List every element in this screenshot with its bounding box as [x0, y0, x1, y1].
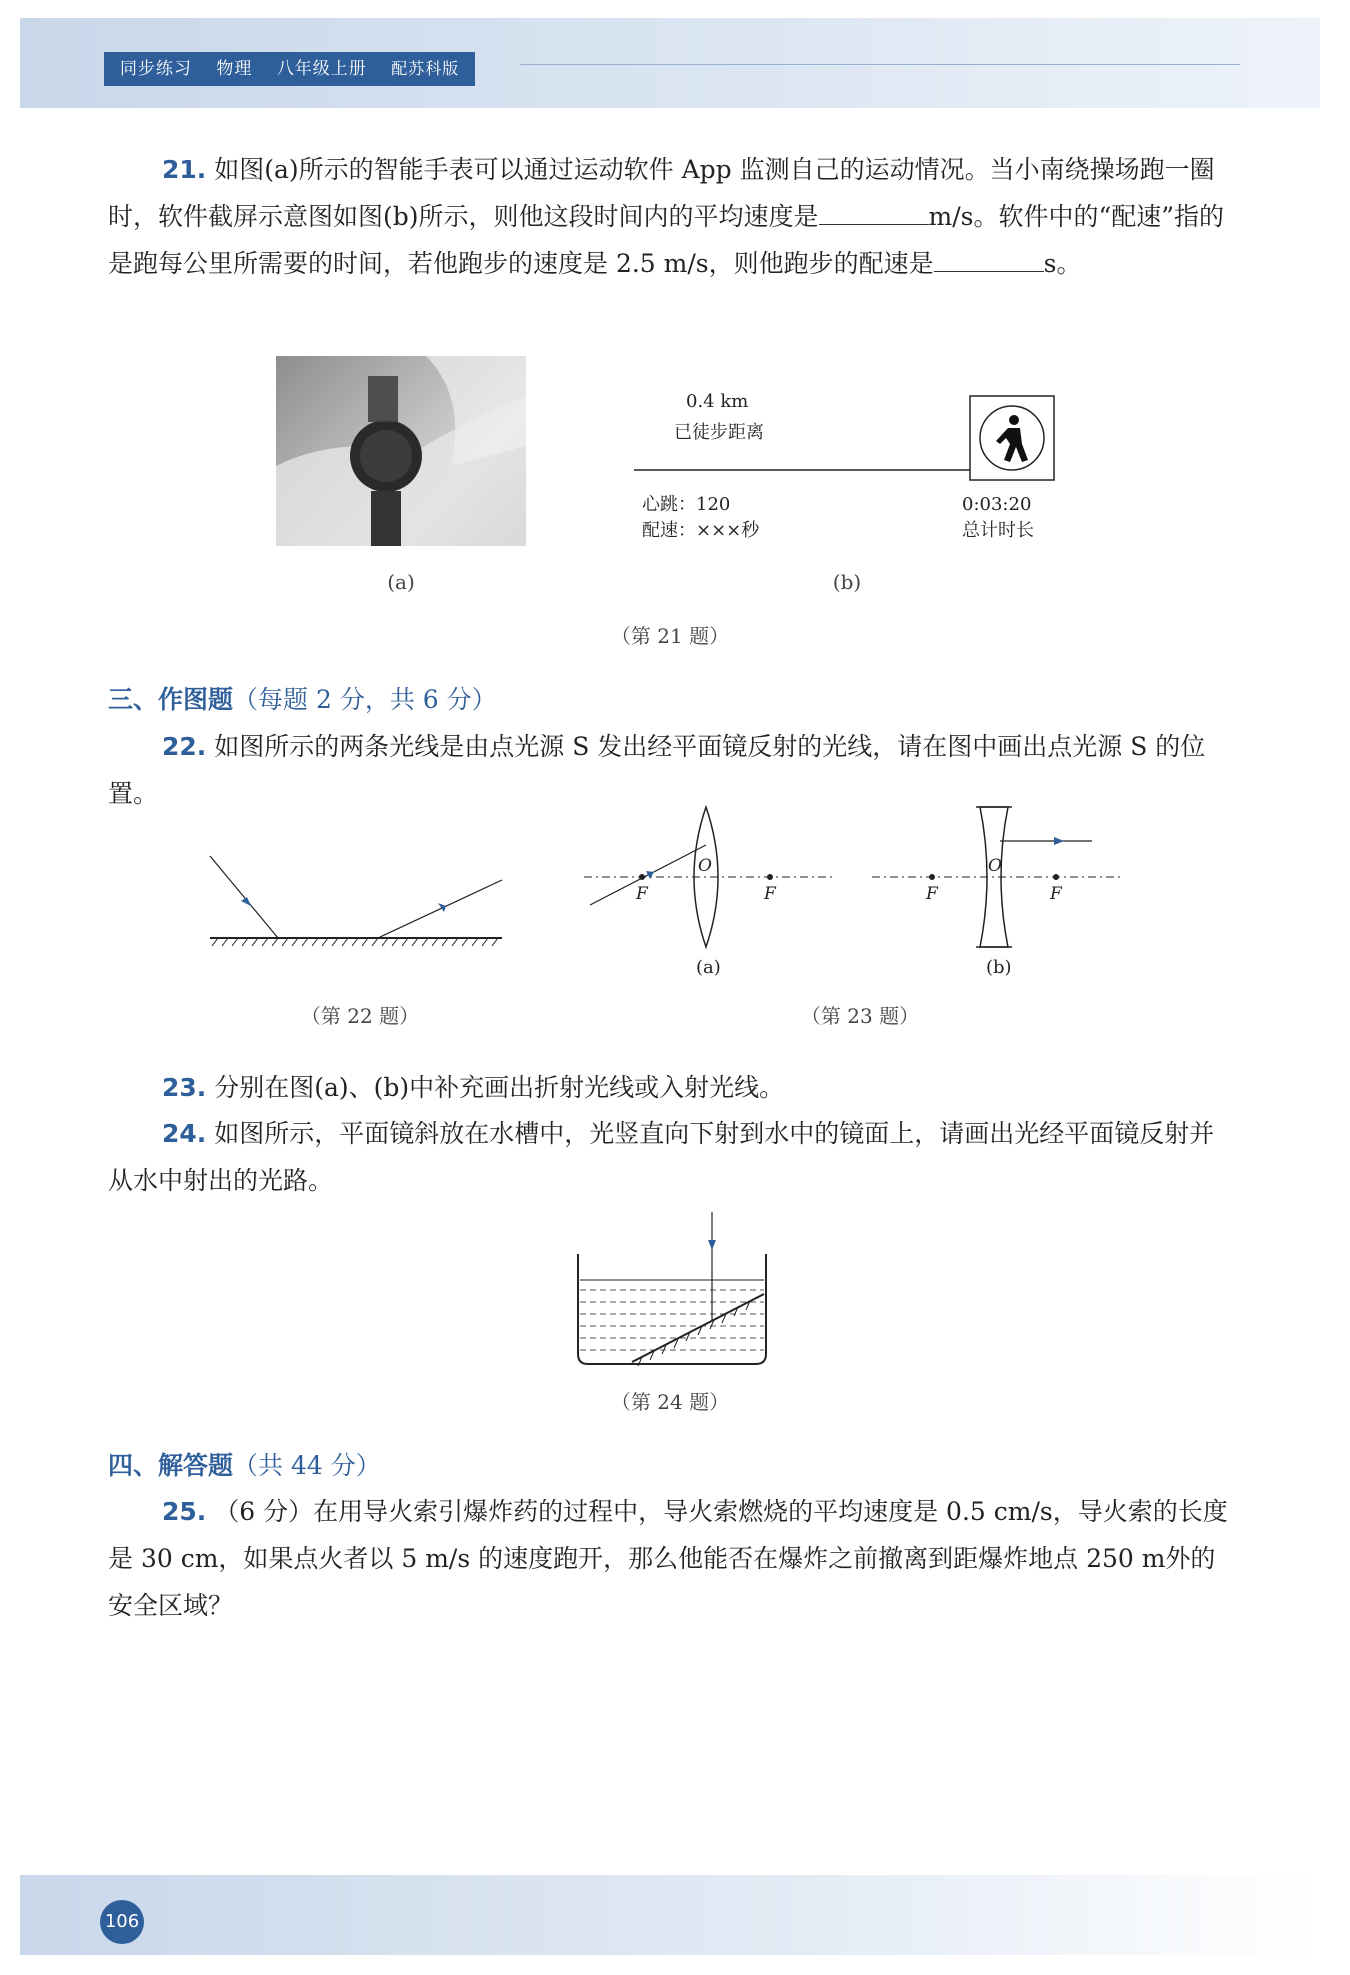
answer-blank-1[interactable] — [819, 198, 929, 225]
fig-b-label: (b) — [986, 957, 1012, 978]
app-screenshot-diagram — [630, 390, 1070, 550]
page-number: 106 — [100, 1900, 144, 1944]
incident-ray-arrow — [708, 1240, 716, 1250]
question-text-end: s。 — [1043, 249, 1082, 278]
ray-2-arrow — [438, 903, 446, 912]
fig-a-label: (a) — [696, 957, 721, 978]
question-22 — [108, 723, 1238, 817]
answer-blank-2[interactable] — [934, 245, 1044, 272]
focus-left-label: F — [926, 884, 938, 904]
focus-right — [1053, 874, 1059, 880]
question-text: 如图所示的两条光线是由点光源 S 发出经平面镜反射的光线，请在图中画出点光源 S 的位置。 — [108, 732, 1206, 808]
distance-label: 已徒步距离 — [674, 422, 764, 443]
edition-label: 配苏科版 — [391, 59, 460, 78]
concave-lens-diagram — [868, 805, 1128, 985]
water-tank-diagram — [572, 1210, 772, 1370]
q22-caption: （第 22 题） — [300, 1004, 420, 1028]
plane-mirror — [632, 1294, 764, 1362]
pace: 配速：×××秒 — [642, 520, 760, 541]
section-3-heading — [108, 680, 497, 716]
reflected-ray-1 — [210, 856, 278, 938]
subject-label: 物理 — [216, 59, 253, 79]
ray-1-arrow — [241, 897, 251, 906]
focus-right — [767, 874, 773, 880]
total-time: 0:03:20 — [962, 494, 1032, 515]
question-number: 21. — [162, 155, 207, 184]
walking-person-icon — [980, 406, 1044, 470]
question-25 — [108, 1488, 1238, 1629]
optical-center-label: O — [988, 856, 1002, 876]
section-points: （每题 2 分，共 6 分） — [233, 685, 497, 714]
footer-band — [20, 1875, 1320, 1955]
refracted-ray-arrow — [1054, 837, 1064, 845]
header-rule — [520, 64, 1240, 65]
question-text: 如图(a)所示的智能手表可以通过运动软件 App 监测自己的运动情况。当小南绕操场跑一圈时，软件截屏示意图如图(b)所示，则他这段时间内的平均速度是 — [108, 155, 1215, 231]
section-title: 四、解答题 — [108, 1451, 234, 1480]
question-number: 23. — [162, 1073, 207, 1102]
section-points: （共 44 分） — [233, 1451, 381, 1480]
question-number: 25. — [162, 1497, 207, 1526]
question-text: （6 分）在用导火索引爆炸药的过程中，导火索燃烧的平均速度是 0.5 cm/s，导火索的长度是 30 cm，如果点火者以 5 m/s 的速度跑开，那么他能否在爆炸之前撤离到距爆炸地点 250 m外的安全区域？ — [108, 1497, 1228, 1620]
optical-center-label: O — [698, 856, 712, 876]
smartwatch-photo — [276, 356, 526, 546]
question-number: 22. — [162, 732, 207, 761]
question-number: 24. — [162, 1119, 207, 1148]
focus-left-label: F — [636, 884, 648, 904]
question-24 — [108, 1110, 1238, 1204]
q21-caption: （第 21 题） — [610, 624, 730, 648]
focus-right-label: F — [1050, 884, 1062, 904]
reflected-ray-2 — [378, 880, 502, 938]
convex-lens-diagram — [580, 805, 840, 985]
question-21 — [108, 146, 1238, 287]
question-text-cont: m/s。软件中的“配速”指的是跑每公里所需要的时间，若他跑步的速度是 2.5 m/s，则他跑步的配速是 — [108, 202, 1225, 278]
plane-mirror-diagram — [206, 850, 506, 950]
focus-right-label: F — [764, 884, 776, 904]
book-title: 同步练习 — [120, 59, 192, 79]
heart-rate: 心跳：120 — [642, 494, 731, 515]
tank-walls — [578, 1254, 766, 1364]
q24-caption: （第 24 题） — [610, 1390, 730, 1414]
fig-a-caption: (a) — [387, 570, 415, 594]
grade-label: 八年级上册 — [276, 59, 367, 79]
focus-left — [929, 874, 935, 880]
book-header — [104, 52, 475, 86]
question-text: 分别在图(a)、(b)中补充画出折射光线或入射光线。 — [214, 1073, 785, 1102]
fig-b-caption: (b) — [832, 570, 862, 594]
question-text: 如图所示，平面镜斜放在水槽中，光竖直向下射到水中的镜面上，请画出光经平面镜反射并从水中射出的光路。 — [108, 1119, 1215, 1195]
section-4-heading — [108, 1446, 381, 1482]
total-time-label: 总计时长 — [962, 520, 1034, 541]
distance-value: 0.4 km — [686, 391, 749, 412]
q23-caption: （第 23 题） — [800, 1004, 920, 1028]
question-23 — [108, 1064, 1238, 1111]
section-title: 三、作图题 — [108, 685, 234, 714]
